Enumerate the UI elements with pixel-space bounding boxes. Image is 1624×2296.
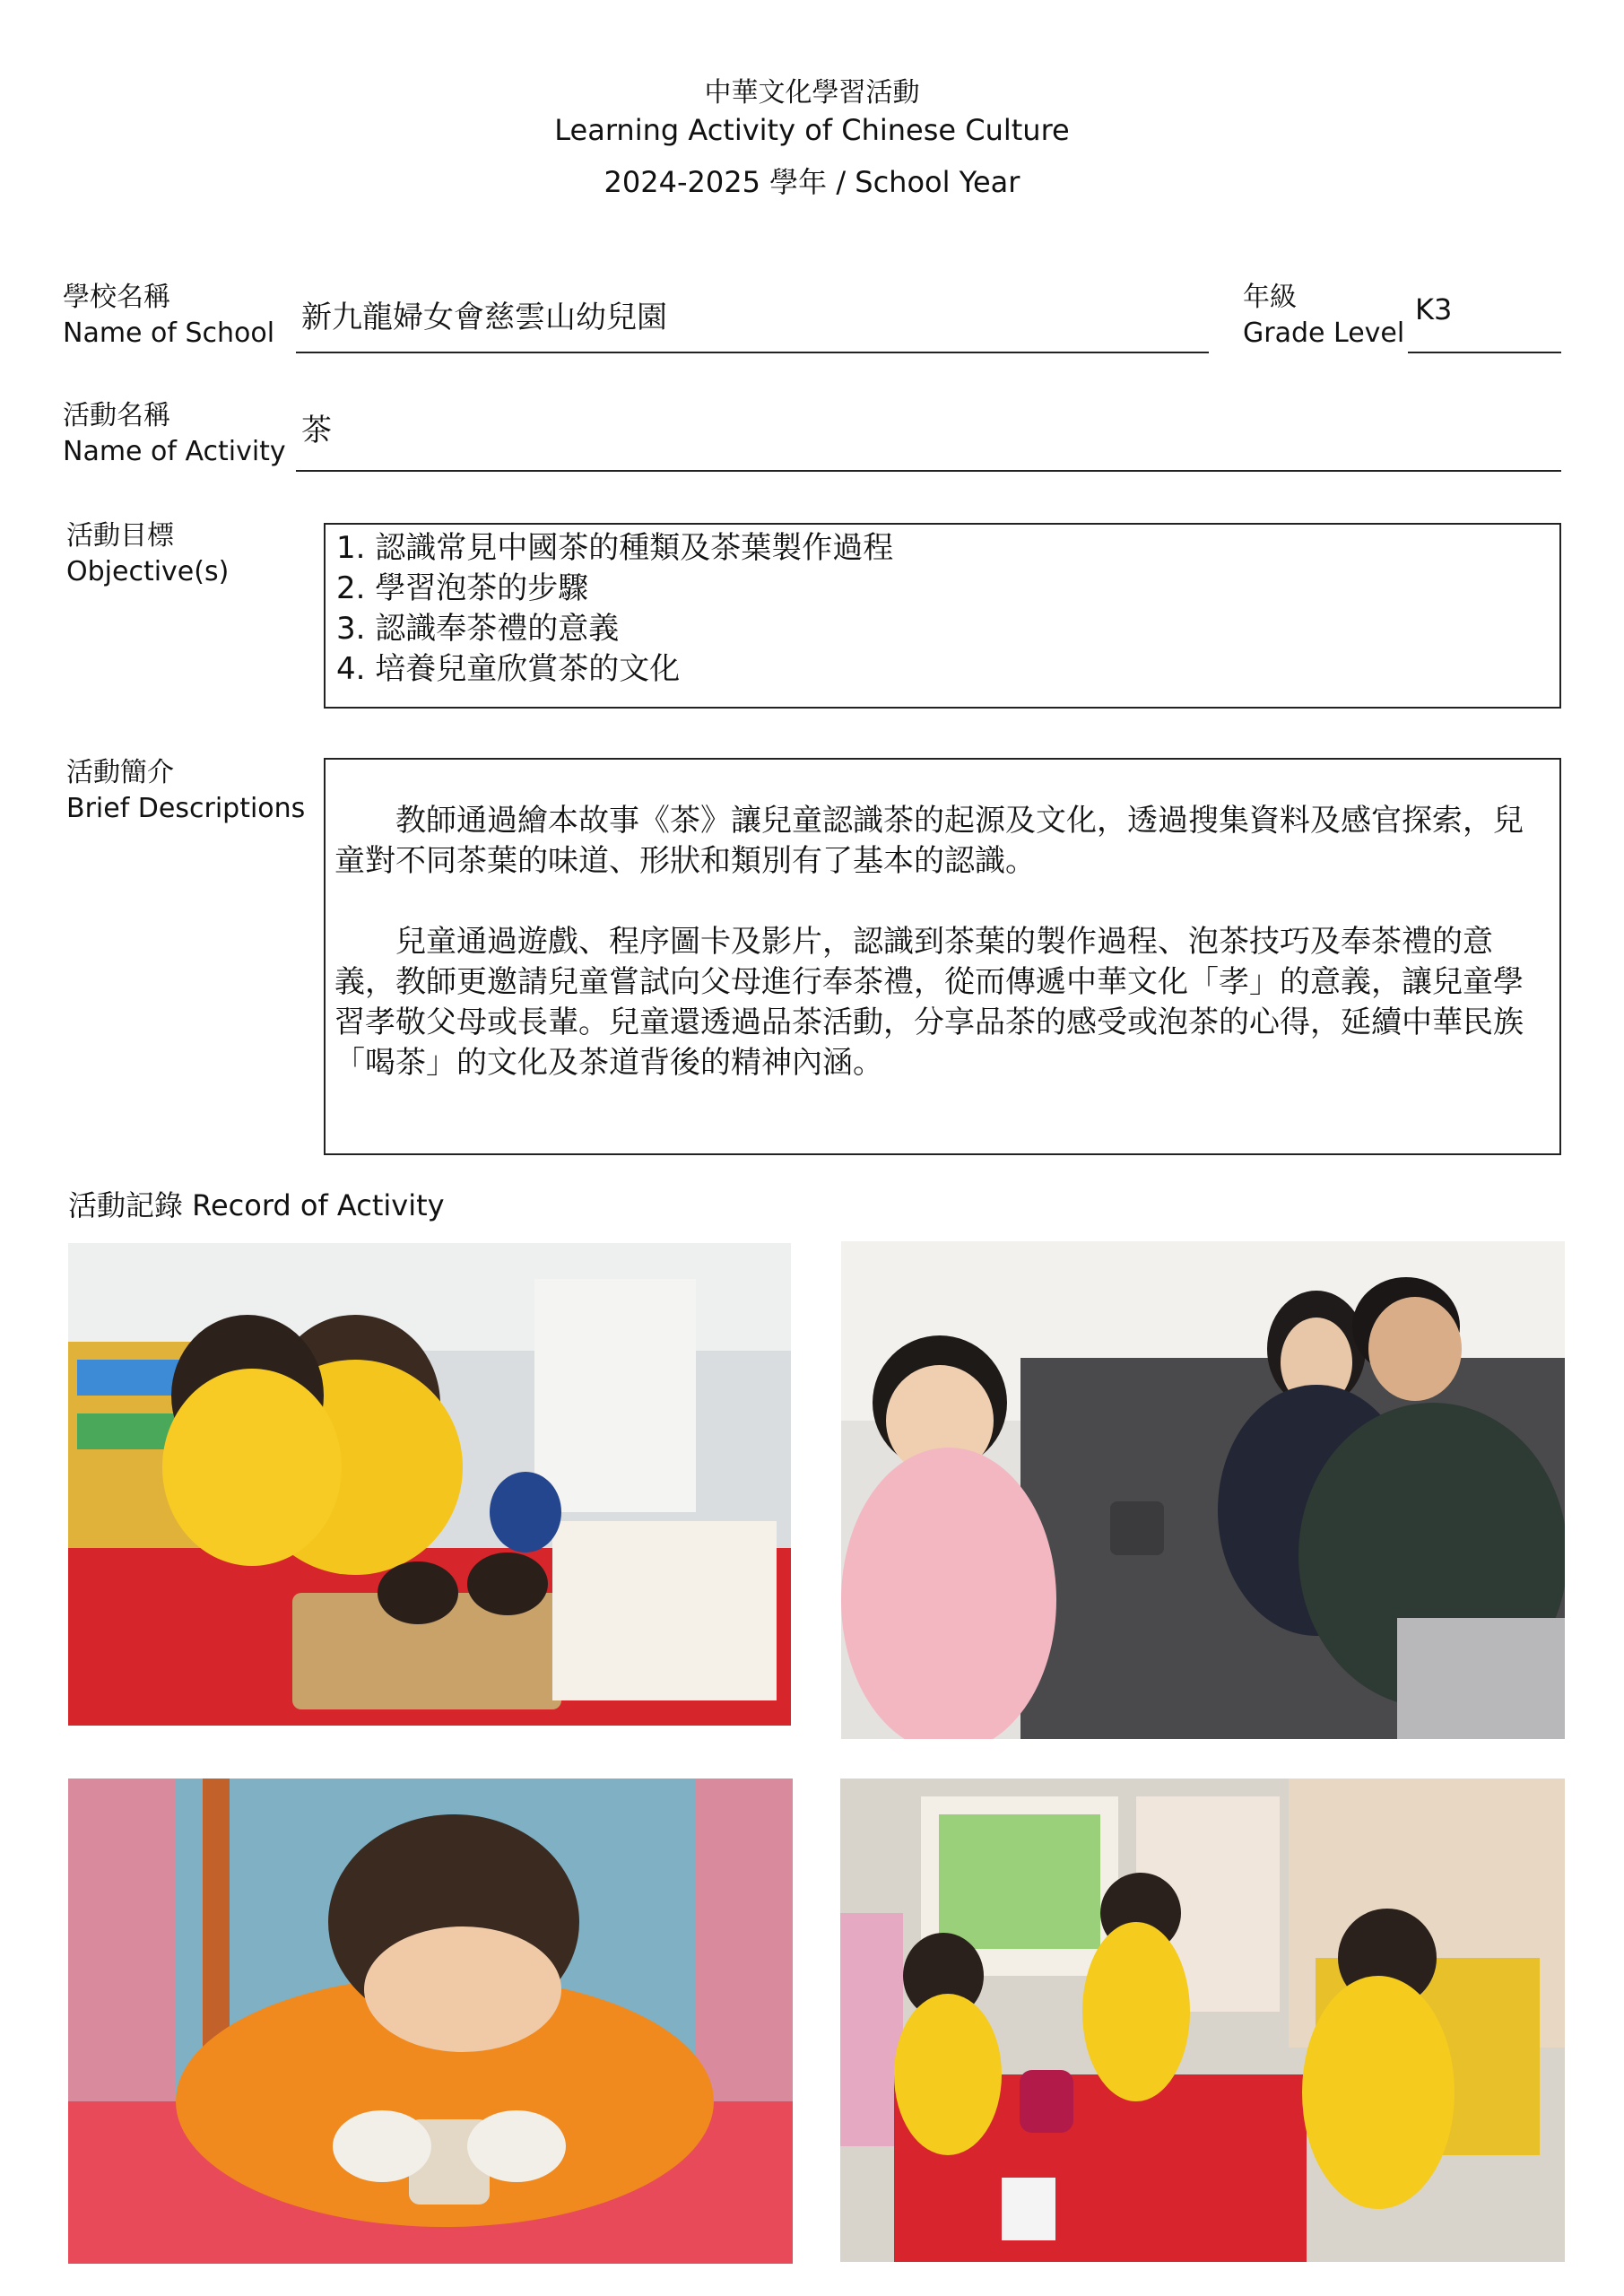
grade-field xyxy=(1408,285,1561,353)
objectives-label xyxy=(66,518,229,590)
title-zh: 中華文化學習活動 xyxy=(704,77,920,109)
objective-item: 1. 認識常見中國茶的種類及茶葉製作過程 xyxy=(336,530,894,566)
school-label-en: Name of School xyxy=(63,317,275,349)
school-value: 新九龍婦女會慈雲山幼兒園 xyxy=(301,300,667,335)
activity-value: 茶 xyxy=(301,413,332,448)
description-box xyxy=(324,758,1561,1155)
photo-tea-pouring-image xyxy=(68,1243,791,1726)
description-label xyxy=(66,755,305,827)
photo-clay-cup xyxy=(68,1779,793,2264)
photo-classroom-tea-image xyxy=(840,1779,1565,2262)
description-label-en: Brief Descriptions xyxy=(66,793,306,824)
activity-label-en: Name of Activity xyxy=(63,436,286,467)
activity-field xyxy=(296,404,1561,472)
activity-label-zh: 活動名稱 xyxy=(63,400,170,431)
school-year: 2024-2025 學年 / School Year xyxy=(604,165,1020,199)
record-label: 活動記錄 Record of Activity xyxy=(68,1188,445,1222)
photo-tea-offering xyxy=(841,1241,1565,1739)
school-label-zh: 學校名稱 xyxy=(63,282,170,313)
activity-label xyxy=(63,398,286,470)
objectives-box xyxy=(324,523,1561,709)
objective-item: 2. 學習泡茶的步驟 xyxy=(336,570,589,606)
grade-label-en: Grade Level xyxy=(1243,317,1405,349)
photo-classroom-tea xyxy=(840,1779,1565,2262)
objectives-label-en: Objective(s) xyxy=(66,556,230,587)
description-paragraph: 兒童通過遊戲、程序圖卡及影片，認識到茶葉的製作過程、泡茶技巧及奉茶禮的意義，教師更邀請兒童嘗試向父母進行奉茶禮，從而傳遞中華文化「孝」的意義，讓兒童學習孝敬父母或長輩。兒童還透過品茶活動，分享品茶的感受或泡茶的心得，延續中華民族「喝茶」的文化及茶道背後的精神內涵。 xyxy=(334,924,1524,1081)
photo-clay-cup-image xyxy=(68,1779,793,2264)
objective-item: 4. 培養兒童欣賞茶的文化 xyxy=(336,651,681,687)
objective-item: 3. 認識奉茶禮的意義 xyxy=(336,611,620,647)
objectives-label-zh: 活動目標 xyxy=(66,520,174,552)
photo-tea-offering-image xyxy=(841,1241,1565,1739)
grade-label-zh: 年級 xyxy=(1243,282,1297,313)
school-field xyxy=(296,285,1209,353)
description-label-zh: 活動簡介 xyxy=(66,757,174,788)
grade-label xyxy=(1243,280,1404,352)
title-en: Learning Activity of Chinese Culture xyxy=(554,113,1070,147)
school-label xyxy=(63,280,274,352)
photo-tea-pouring xyxy=(68,1243,791,1726)
description-paragraph: 教師通過繪本故事《茶》讓兒童認識茶的起源及文化，透過搜集資料及感官探索，兒童對不同茶葉的味道、形狀和類別有了基本的認識。 xyxy=(334,803,1524,879)
grade-value: K3 xyxy=(1415,292,1453,326)
